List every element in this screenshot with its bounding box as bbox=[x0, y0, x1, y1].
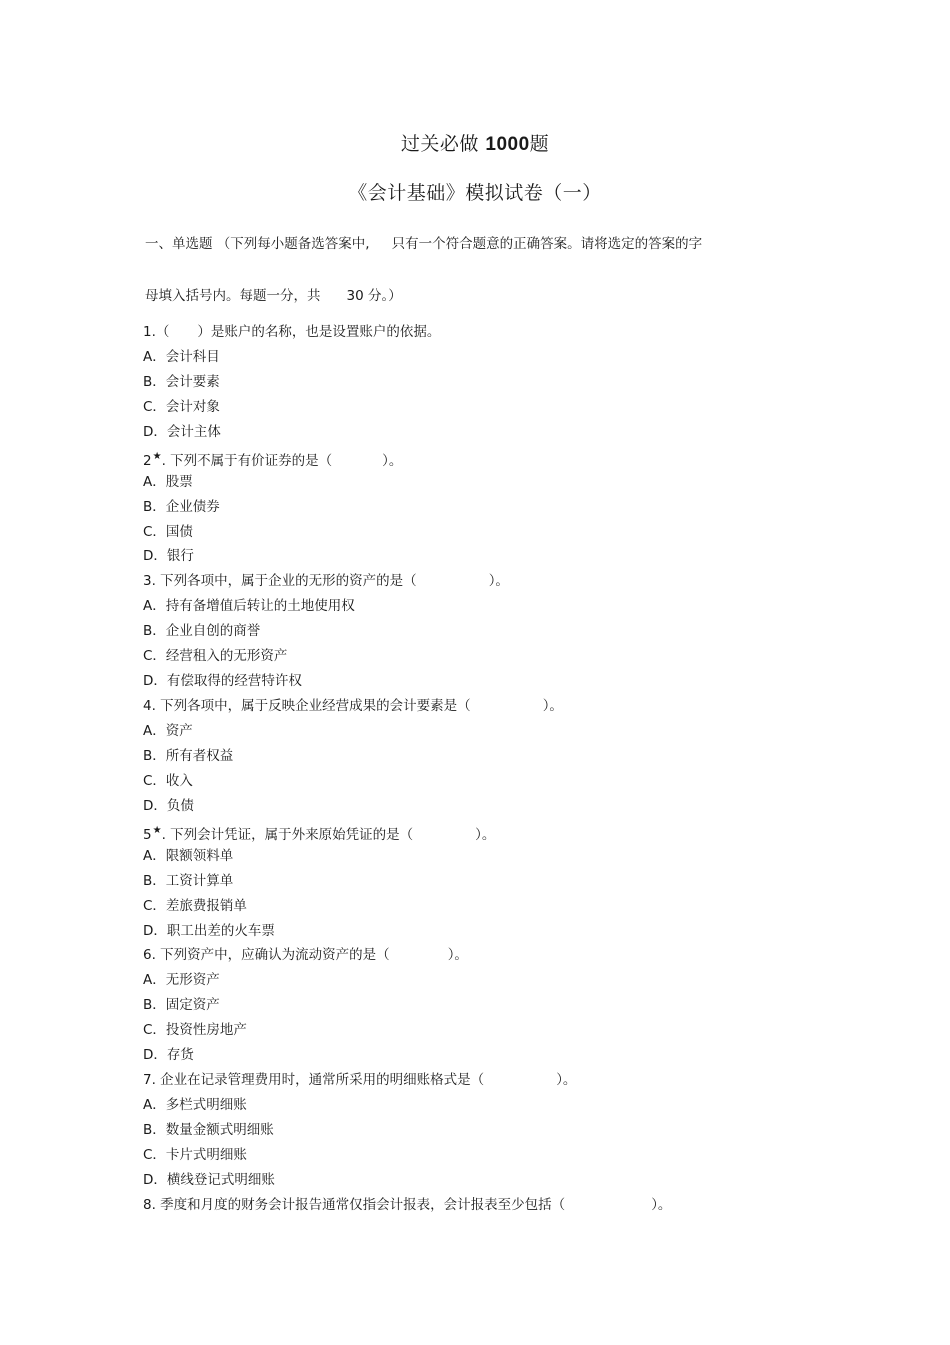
question-stem bbox=[143, 819, 843, 844]
answer-option: D．有偿取得的经营特许权 bbox=[143, 673, 302, 690]
question-text-end: ）是账户的名称，也是设置账户的依据。 bbox=[197, 324, 441, 340]
answer-option: B．会计要素 bbox=[143, 373, 220, 390]
question-stem bbox=[143, 569, 843, 594]
instructions-line-1 bbox=[145, 232, 702, 252]
answer-option: D．会计主体 bbox=[143, 423, 221, 440]
question-stem bbox=[143, 1193, 843, 1218]
question-list bbox=[143, 320, 843, 1218]
question-text: （ bbox=[155, 324, 170, 340]
question-text: 下列各项中，属于企业的无形的资产的是（ bbox=[155, 573, 417, 590]
question-text-end: ）。 bbox=[542, 698, 563, 715]
question-text: 季度和月度的财务会计报告通常仅指会计报表，会计报表至少包括（ bbox=[155, 1196, 566, 1213]
answer-option: B．企业债券 bbox=[143, 498, 220, 515]
instructions-line-2 bbox=[145, 284, 402, 304]
question-text-end: ）。 bbox=[382, 452, 403, 469]
answer-option: C．投资性房地产 bbox=[143, 1022, 247, 1039]
question-text: 下列资产中，应确认为流动资产的是（ bbox=[155, 947, 390, 964]
answer-option: D．存货 bbox=[143, 1047, 194, 1064]
answer-option: A．多栏式明细账 bbox=[143, 1097, 247, 1114]
answer-option: C．收入 bbox=[143, 772, 193, 789]
answer-option: A．资产 bbox=[143, 723, 193, 739]
question-stem bbox=[143, 445, 843, 470]
answer-option: A．无形资产 bbox=[143, 972, 220, 989]
answer-option: C．经营租入的无形资产 bbox=[143, 648, 288, 665]
answer-option: B．工资计算单 bbox=[143, 872, 234, 889]
answer-option: B．所有者权益 bbox=[143, 747, 234, 764]
answer-option: A．限额领料单 bbox=[143, 847, 234, 864]
answer-option: C．差旅费报销单 bbox=[143, 897, 247, 914]
answer-option: A．会计科目 bbox=[143, 348, 220, 365]
question-stem bbox=[143, 694, 843, 719]
question-number: 2 bbox=[143, 452, 152, 469]
instructions-line-2b: 30 分。） bbox=[346, 288, 402, 304]
question-stem bbox=[143, 1068, 843, 1093]
instructions-line-1a: 一、单选题 （下列每小题备选答案中, bbox=[145, 236, 370, 252]
answer-option: B．固定资产 bbox=[143, 997, 220, 1014]
title-suffix: 题 bbox=[529, 133, 550, 155]
answer-option: C．卡片式明细账 bbox=[143, 1146, 247, 1163]
question-stem bbox=[143, 943, 843, 968]
answer-option: D．职工出差的火车票 bbox=[143, 922, 275, 939]
important-star-icon: ★ bbox=[152, 450, 162, 462]
title-number: 1000 bbox=[485, 134, 530, 155]
answer-option: B．企业自创的商誉 bbox=[143, 623, 261, 640]
title-prefix: 过关必做 bbox=[400, 133, 479, 155]
question-number: 7. bbox=[143, 1072, 156, 1089]
question-number: 4. bbox=[143, 698, 156, 715]
question-text: . 下列会计凭证，属于外来原始凭证的是（ bbox=[161, 826, 414, 843]
question-text-end: ）。 bbox=[556, 1072, 577, 1089]
question-text-end: ）。 bbox=[475, 826, 496, 843]
exam-subtitle: 《会计基础》模拟试卷（一） bbox=[348, 182, 602, 204]
answer-option: B．数量金额式明细账 bbox=[143, 1122, 274, 1138]
question-text-end: ）。 bbox=[488, 573, 509, 590]
question-number: 1. bbox=[143, 324, 156, 340]
question-number: 8. bbox=[143, 1196, 156, 1213]
instructions-line-2a: 母填入括号内。每题一分，共 bbox=[145, 288, 321, 304]
page-title bbox=[0, 129, 950, 156]
question-text: 下列各项中，属于反映企业经营成果的会计要素是（ bbox=[155, 698, 471, 715]
question-number: 6. bbox=[143, 947, 156, 964]
instructions-line-1b: 只有一个符合题意的正确答案。请将选定的答案的字 bbox=[391, 236, 703, 252]
question-number: 3. bbox=[143, 573, 156, 590]
answer-option: A．股票 bbox=[143, 473, 193, 490]
question-stem bbox=[143, 320, 843, 345]
question-text: 企业在记录管理费用时，通常所采用的明细账格式是（ bbox=[155, 1072, 485, 1089]
question-text: . 下列不属于有价证券的是（ bbox=[161, 452, 333, 469]
answer-option: D．银行 bbox=[143, 548, 194, 565]
question-text-end: ）。 bbox=[447, 947, 468, 964]
answer-option: A．持有备增值后转让的土地使用权 bbox=[143, 598, 355, 615]
answer-option: C．国债 bbox=[143, 523, 193, 540]
answer-option: C．会计对象 bbox=[143, 398, 220, 415]
question-text-end: ）。 bbox=[651, 1196, 672, 1213]
answer-option: D．横线登记式明细账 bbox=[143, 1171, 275, 1188]
question-number: 5 bbox=[143, 826, 152, 843]
answer-option: D．负债 bbox=[143, 797, 194, 814]
important-star-icon: ★ bbox=[152, 824, 162, 836]
